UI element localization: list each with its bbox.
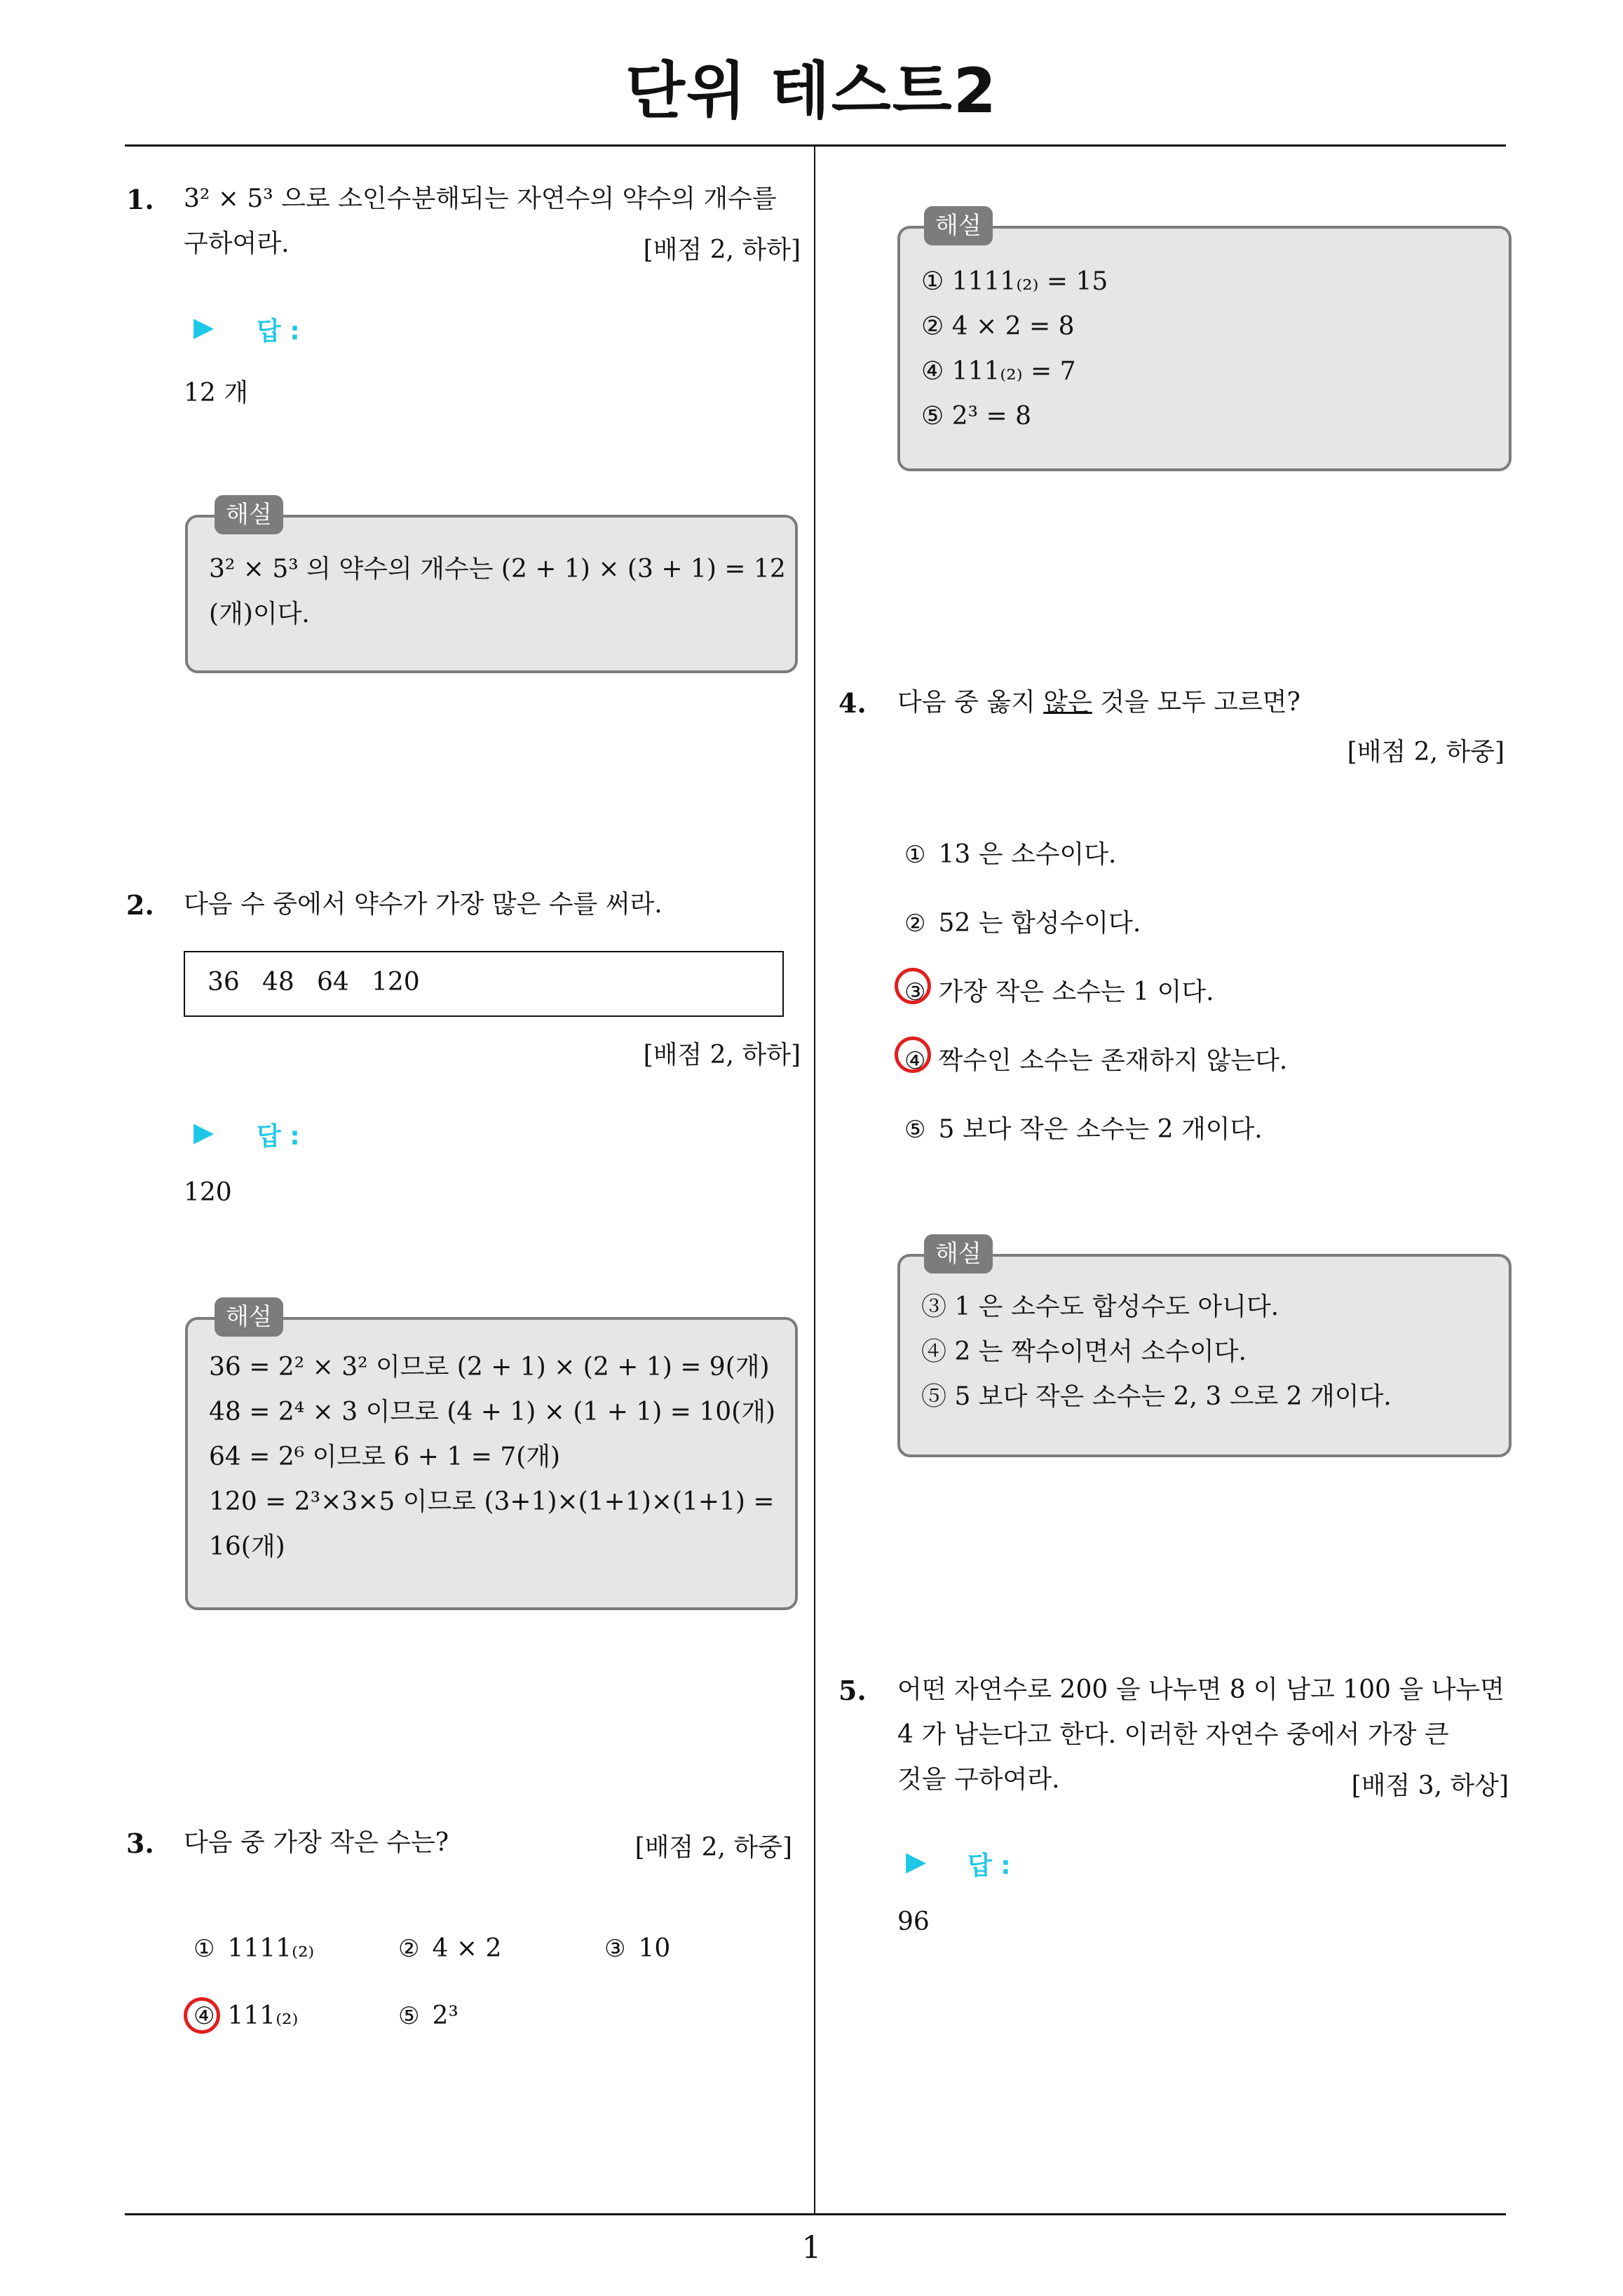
- title-rule: [125, 144, 1506, 147]
- q4-explain-line: ⑤ 5 보다 작은 소수는 2, 3 으로 2 개이다.: [921, 1382, 1392, 1411]
- option-mark: ④: [904, 1047, 926, 1075]
- q1-answer-label: 답 :: [257, 317, 300, 346]
- q4-explain-line: ③ 1 은 소수도 합성수도 아니다.: [921, 1292, 1279, 1321]
- q5-answer-arrow-icon: ▶: [906, 1846, 927, 1877]
- q4-explanation-box: [897, 1254, 1512, 1457]
- q2-number-item: 48: [262, 968, 294, 997]
- option-text: 짝수인 소수는 존재하지 않는다.: [938, 1046, 1288, 1075]
- q2-explanation-box: [185, 1317, 798, 1610]
- option-mark: ⑤: [904, 1116, 926, 1144]
- q5-meta: [배점 3, 하상]: [1351, 1771, 1509, 1800]
- q5-text-line2: 4 가 남는다고 한다. 이러한 자연수 중에서 가장 큰: [897, 1720, 1449, 1749]
- q3-number: 3.: [126, 1828, 154, 1859]
- q1-explanation-box: [185, 515, 798, 673]
- q3-explain-tag: 해설: [924, 206, 993, 245]
- q4-option-1[interactable]: [904, 835, 1117, 870]
- q4-explain-tag: 해설: [924, 1234, 993, 1274]
- q2-number-item: 36: [208, 968, 240, 997]
- q4-answer-circle-mark: [895, 1036, 931, 1073]
- option-text: 52 는 합성수이다.: [938, 909, 1141, 938]
- q2-text: 다음 수 중에서 약수가 가장 많은 수를 써라.: [184, 890, 663, 919]
- q4-number: 4.: [838, 687, 867, 719]
- q1-explain-line: 3² × 5³ 의 약수의 개수는 (2 + 1) × (3 + 1) = 12: [209, 555, 786, 583]
- q4-explain-line: ④ 2 는 짝수이면서 소수이다.: [921, 1337, 1247, 1366]
- q2-explain-line: 64 = 2⁶ 이므로 6 + 1 = 7(개): [209, 1443, 561, 1471]
- option-text: 가장 작은 소수는 1 이다.: [938, 978, 1214, 1006]
- q2-number: 2.: [126, 889, 154, 921]
- q2-answer-label: 답 :: [257, 1122, 300, 1151]
- q2-answer-arrow-icon: ▶: [193, 1116, 215, 1147]
- q2-explain-line: 120 = 2³×3×5 이므로 (3+1)×(1+1)×(1+1) =: [209, 1487, 775, 1516]
- q4-text: [897, 680, 1301, 725]
- q2-explain-tag: 해설: [215, 1297, 283, 1337]
- q4-answer-circle-mark: [895, 968, 931, 1004]
- q2-number-item: 64: [317, 968, 349, 997]
- option-mark: ①: [904, 841, 926, 869]
- q4-option-4[interactable]: [904, 1041, 1287, 1076]
- q2-explain-line: 48 = 2⁴ × 3 이므로 (4 + 1) × (1 + 1) = 10(개): [209, 1398, 776, 1426]
- q3-option-2[interactable]: [398, 1934, 501, 1963]
- q3-explain-line: ④ 111₍₂₎ = 7: [921, 357, 1076, 386]
- q4-meta: [배점 2, 하중]: [1347, 738, 1505, 767]
- q4-text-underlined: 않은: [1043, 688, 1092, 717]
- q2-number-item: 120: [372, 968, 420, 997]
- option-mark: ④: [193, 2002, 215, 2030]
- q5-answer-value: 96: [897, 1907, 930, 1936]
- q1-text-line1: 3² × 5³ 으로 소인수분해되는 자연수의 약수의 개수를: [184, 184, 777, 213]
- q5-text-line3: 것을 구하여라.: [897, 1765, 1060, 1794]
- q3-answer-circle-mark: [184, 1997, 220, 2034]
- option-mark: ②: [398, 1935, 420, 1963]
- q1-explain-tag: 해설: [215, 495, 283, 534]
- q2-explain-line: 16(개): [209, 1532, 285, 1561]
- q1-explain-line: (개)이다.: [209, 600, 310, 628]
- option-mark: ②: [904, 910, 926, 938]
- footer-rule: [125, 2213, 1506, 2215]
- q3-option-3[interactable]: [604, 1934, 670, 1963]
- q3-explain-line: ⑤ 2³ = 8: [921, 402, 1032, 431]
- q4-option-2[interactable]: [904, 903, 1141, 939]
- option-mark: ③: [604, 1935, 626, 1963]
- q1-meta: [배점 2, 하하]: [643, 236, 801, 264]
- q2-explain-line: 36 = 2² × 3² 이므로 (2 + 1) × (2 + 1) = 9(개): [209, 1353, 770, 1382]
- q1-text-line2: 구하여라.: [184, 229, 290, 258]
- q2-numbers-box: [184, 951, 784, 1017]
- option-text: 1111₍₂₎: [227, 1934, 315, 1963]
- option-text: 5 보다 작은 소수는 2 개이다.: [938, 1115, 1263, 1144]
- q3-explain-line: ② 4 × 2 = 8: [921, 312, 1075, 341]
- q4-text-part: 것을 모두 고르면?: [1092, 688, 1301, 717]
- option-text: 111₍₂₎: [227, 2001, 299, 2030]
- option-mark: ③: [904, 978, 926, 1006]
- q5-answer-label: 답 :: [967, 1851, 1011, 1880]
- q3-explanation-box: [897, 226, 1512, 471]
- q1-number: 1.: [126, 184, 154, 215]
- q3-option-1[interactable]: [193, 1934, 314, 1963]
- q3-option-5[interactable]: [398, 2001, 459, 2030]
- q1-answer-value: 12 개: [184, 379, 249, 407]
- option-mark: ⑤: [398, 2002, 420, 2030]
- q5-text-line1: 어떤 자연수로 200 을 나누면 8 이 남고 100 을 나누면: [897, 1675, 1505, 1704]
- option-text: 10: [638, 1934, 671, 1963]
- page-title: 단위 테스트2: [625, 55, 998, 127]
- q2-answer-value: 120: [184, 1178, 232, 1207]
- q4-option-5[interactable]: [904, 1109, 1263, 1145]
- q3-explain-line: ① 1111₍₂₎ = 15: [921, 267, 1108, 296]
- page-number: 1: [801, 2230, 822, 2266]
- q2-meta: [배점 2, 하하]: [643, 1041, 801, 1069]
- option-mark: ①: [193, 1935, 215, 1963]
- q4-text-part: 다음 중 옳지: [897, 688, 1044, 717]
- q3-meta: [배점 2, 하중]: [634, 1833, 792, 1862]
- q1-answer-arrow-icon: ▶: [193, 311, 215, 342]
- q4-option-3[interactable]: [904, 972, 1214, 1008]
- q3-text: 다음 중 가장 작은 수는?: [184, 1828, 449, 1857]
- column-divider: [814, 146, 815, 2215]
- q5-number: 5.: [838, 1675, 867, 1706]
- option-text: 2³: [432, 2001, 459, 2030]
- option-text: 4 × 2: [432, 1934, 502, 1963]
- option-text: 13 은 소수이다.: [938, 840, 1117, 869]
